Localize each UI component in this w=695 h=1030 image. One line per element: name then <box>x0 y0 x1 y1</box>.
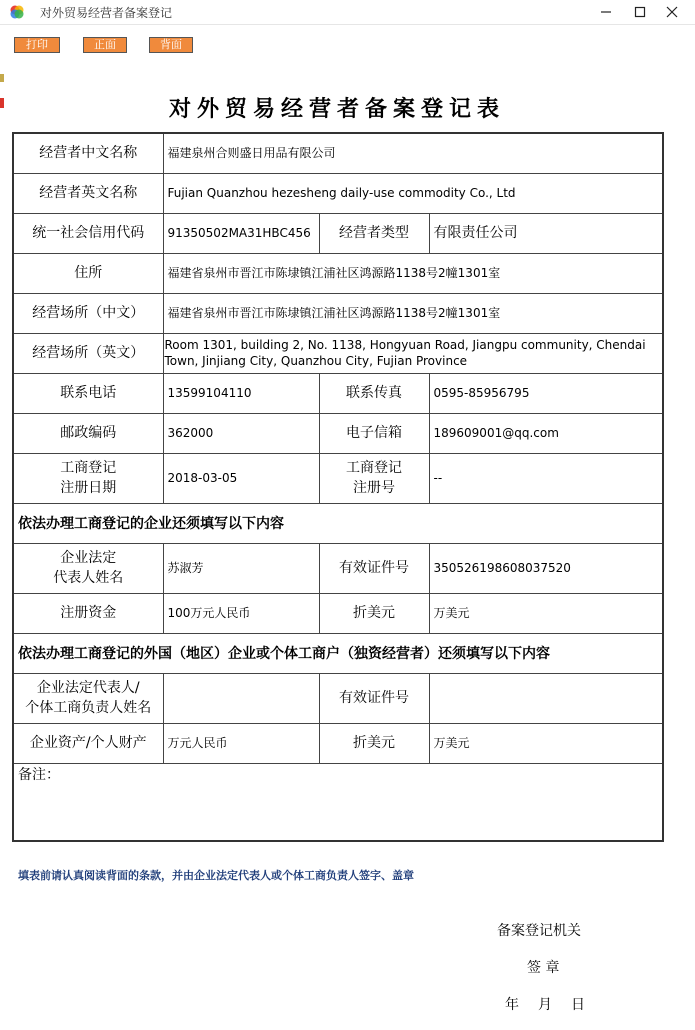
table-row <box>13 453 663 503</box>
premises-cn-label: 经营场所（中文） <box>13 293 163 333</box>
table-row <box>13 253 663 293</box>
postcode-value: 362000 <box>163 413 319 453</box>
id-number-value: 350526198608037520 <box>429 543 663 593</box>
table-row <box>13 763 663 841</box>
table-row <box>13 173 663 213</box>
print-button[interactable]: 打印 <box>14 37 60 53</box>
id2-value <box>429 673 663 723</box>
usd2-value: 万美元 <box>429 723 663 763</box>
phone-value: 13599104110 <box>163 373 319 413</box>
reg-capital-value: 100万元人民币 <box>163 593 319 633</box>
premises-cn-value: 福建省泉州市晋江市陈埭镇江浦社区鸿源路1138号2幢1301室 <box>163 293 663 333</box>
table-row <box>13 133 663 173</box>
window-titlebar <box>0 0 695 25</box>
date-month-label: 月 <box>538 997 552 1013</box>
instruction-note: 填表前请认真阅读背面的条款，并由企业法定代表人或个体工商负责人签字、盖章 <box>18 869 414 882</box>
legal-rep-value: 苏淑芳 <box>163 543 319 593</box>
assets-value: 万元人民币 <box>163 723 319 763</box>
reg-date-label-line-2: 注册日期 <box>60 480 117 496</box>
date-day-label: 日 <box>571 997 585 1013</box>
postcode-label: 邮政编码 <box>13 413 163 453</box>
premises-en-value: Room 1301, building 2, No. 1138, Hongyuan Road, Jiangpu community, Chendai Town, Jinjiang City, Quanzhou City, Fujian Province <box>163 333 663 373</box>
close-icon <box>666 6 678 18</box>
maximize-icon <box>634 6 646 18</box>
reg-no-label-line-1: 工商登记 <box>346 460 402 476</box>
front-side-button[interactable]: 正面 <box>83 37 127 53</box>
table-row <box>13 373 663 413</box>
residence-value: 福建省泉州市晋江市陈埭镇江浦社区鸿源路1138号2幢1301室 <box>163 253 663 293</box>
table-row <box>13 723 663 763</box>
rep2-label-line-2: 个体工商负责人姓名 <box>25 700 152 716</box>
reg-no-value: -- <box>429 453 663 503</box>
table-row <box>13 543 663 593</box>
form-title: 对外贸易经营者备案登记表 <box>168 97 505 122</box>
credit-code-label: 统一社会信用代码 <box>13 213 163 253</box>
table-row <box>13 333 663 373</box>
legal-rep-label-line-1: 企业法定 <box>60 550 117 566</box>
reg-capital-label: 注册资金 <box>13 593 163 633</box>
seal-label: 签 章 <box>527 960 560 976</box>
name-cn-label: 经营者中文名称 <box>13 133 163 173</box>
date-year-label: 年 <box>505 997 519 1013</box>
name-en-label: 经营者英文名称 <box>13 173 163 213</box>
id-number-label: 有效证件号 <box>319 543 429 593</box>
window-title: 对外贸易经营者备案登记 <box>40 6 173 20</box>
fax-label: 联系传真 <box>319 373 429 413</box>
reg-no-label <box>319 453 429 503</box>
back-side-button[interactable]: 背面 <box>149 37 193 53</box>
registration-form-table <box>12 132 664 842</box>
legal-rep-label <box>13 543 163 593</box>
residence-label: 住所 <box>13 253 163 293</box>
authority-label: 备案登记机关 <box>497 923 581 939</box>
section-2-heading: 依法办理工商登记的外国（地区）企业或个体工商户（独资经营者）还须填写以下内容 <box>13 633 663 673</box>
usd2-label: 折美元 <box>319 723 429 763</box>
email-label: 电子信箱 <box>319 413 429 453</box>
legal-rep-label-line-2: 代表人姓名 <box>53 570 124 586</box>
left-edge-strip <box>0 74 4 82</box>
reg-date-label-line-1: 工商登记 <box>60 460 117 476</box>
table-row <box>13 593 663 633</box>
premises-en-label: 经营场所（英文） <box>13 333 163 373</box>
name-cn-value: 福建泉州合则盛日用品有限公司 <box>163 133 663 173</box>
assets-label: 企业资产/个人财产 <box>13 723 163 763</box>
name-en-value: Fujian Quanzhou hezesheng daily-use commodity Co., Ltd <box>163 173 663 213</box>
reg-date-label <box>13 453 163 503</box>
rep2-value <box>163 673 319 723</box>
minimize-icon <box>600 6 612 18</box>
phone-label: 联系电话 <box>13 373 163 413</box>
rep2-label <box>13 673 163 723</box>
usd-value: 万美元 <box>429 593 663 633</box>
fax-value: 0595-85956795 <box>429 373 663 413</box>
usd-label: 折美元 <box>319 593 429 633</box>
reg-no-label-line-2: 注册号 <box>353 480 395 496</box>
left-edge-strip <box>0 98 4 108</box>
reg-date-value: 2018-03-05 <box>163 453 319 503</box>
operator-type-value: 有限责任公司 <box>429 213 663 253</box>
table-row <box>13 673 663 723</box>
table-row <box>13 503 663 543</box>
table-row <box>13 633 663 673</box>
notes-label: 备注： <box>13 763 663 841</box>
operator-type-label: 经营者类型 <box>319 213 429 253</box>
table-row <box>13 213 663 253</box>
app-logo-icon <box>9 4 25 20</box>
table-row <box>13 413 663 453</box>
table-row <box>13 293 663 333</box>
email-value: 189609001@qq.com <box>429 413 663 453</box>
rep2-label-line-1: 企业法定代表人/ <box>36 680 140 696</box>
section-1-heading: 依法办理工商登记的企业还须填写以下内容 <box>13 503 663 543</box>
id2-label: 有效证件号 <box>319 673 429 723</box>
close-button[interactable] <box>649 0 695 24</box>
credit-code-value: 91350502MA31HBC456 <box>163 213 319 253</box>
